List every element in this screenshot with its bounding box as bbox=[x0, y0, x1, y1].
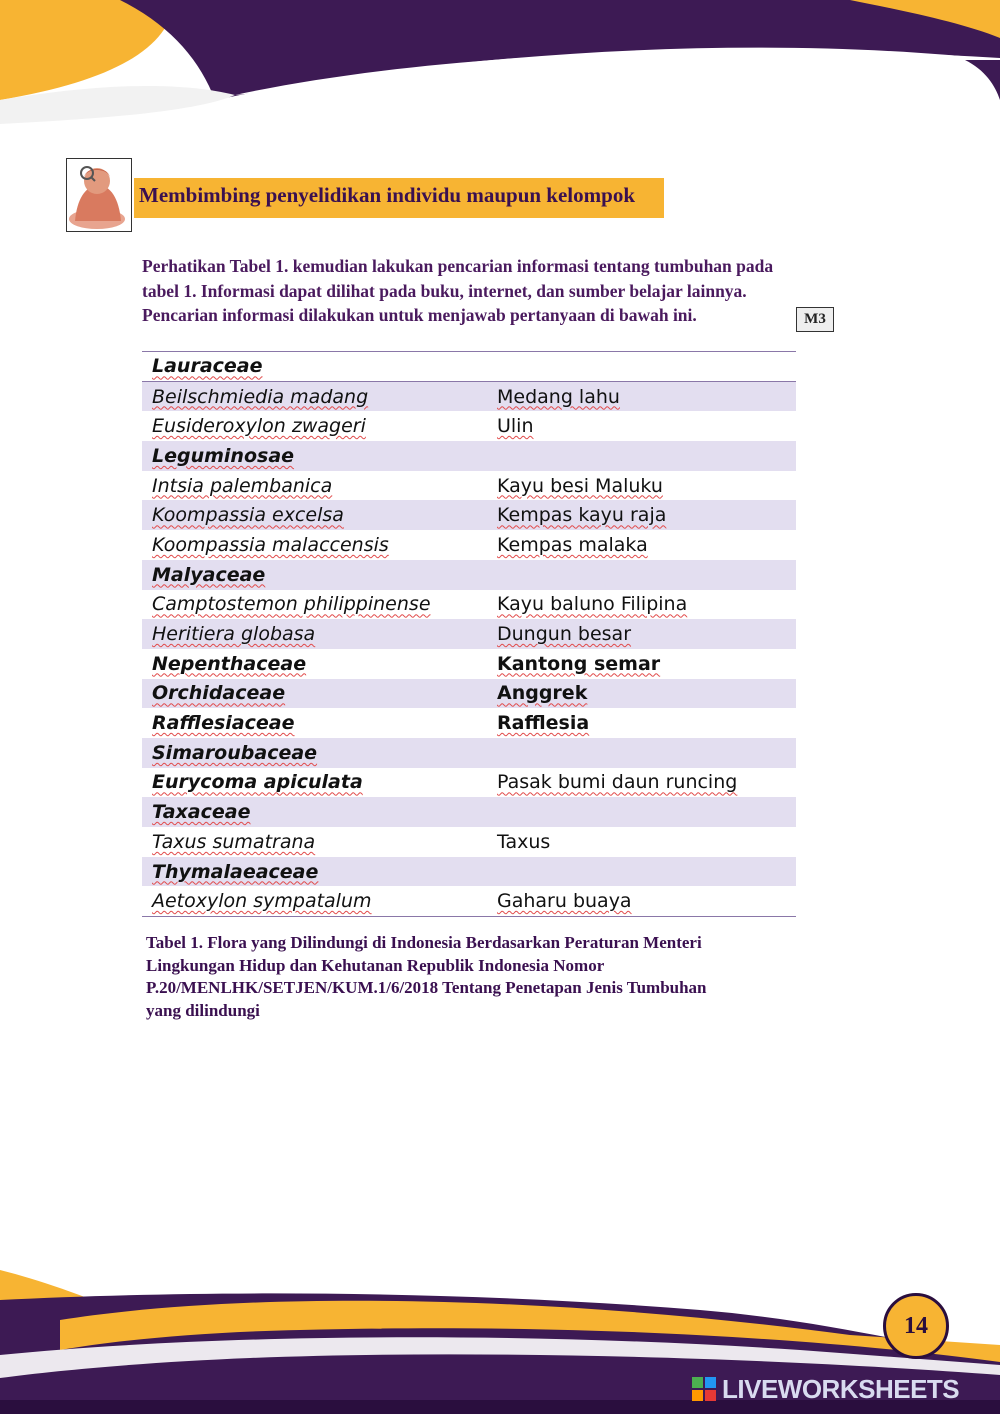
scientific-name: Orchidaceae bbox=[152, 682, 286, 705]
table-row bbox=[142, 382, 796, 412]
table-row bbox=[142, 679, 796, 709]
table-row bbox=[142, 471, 796, 501]
table-row bbox=[142, 530, 796, 560]
scientific-name: Leguminosae bbox=[152, 444, 295, 467]
section-title: Membimbing penyelidikan individu maupun kelompok bbox=[134, 178, 664, 218]
table-row bbox=[142, 768, 796, 798]
table-row bbox=[142, 560, 796, 590]
table-row bbox=[142, 500, 796, 530]
scientific-name: Intsia palembanica bbox=[152, 474, 333, 497]
common-name: Medang lahu bbox=[497, 385, 620, 408]
table-row bbox=[142, 708, 796, 738]
scientific-name: Rafflesiaceae bbox=[152, 712, 295, 735]
scientific-name: Camptostemon philippinense bbox=[152, 593, 431, 616]
liveworksheets-logo-icon bbox=[692, 1377, 716, 1401]
scientific-name: Eusideroxylon zwageri bbox=[152, 415, 366, 438]
caption-line-2: Lingkungan Hidup dan Kehutanan Republik Indonesia Nomor bbox=[146, 955, 605, 975]
common-name: Kempas kayu raja bbox=[497, 504, 667, 527]
common-name: Kempas malaka bbox=[497, 533, 648, 556]
common-name: Kayu baluno Filipina bbox=[497, 593, 688, 616]
table-row bbox=[142, 738, 796, 768]
caption-line-4: yang dilindungi bbox=[146, 1000, 260, 1020]
page-number: 14 bbox=[883, 1293, 949, 1359]
scientific-name: Koompassia excelsa bbox=[152, 504, 344, 527]
scientific-name: Malyaceae bbox=[152, 563, 266, 586]
scientific-name: Taxus sumatrana bbox=[152, 830, 316, 853]
table-row bbox=[142, 441, 796, 471]
instructions-line-2: tabel 1. Informasi dapat dilihat pada buku, internet, dan sumber belajar lainnya. bbox=[142, 280, 747, 301]
scientific-name: Taxaceae bbox=[152, 801, 251, 824]
instructions bbox=[142, 254, 862, 328]
table-row bbox=[142, 797, 796, 827]
flora-table bbox=[142, 351, 796, 917]
scientific-name: Heritiera globasa bbox=[152, 623, 316, 646]
scientific-name: Aetoxylon sympatalum bbox=[152, 890, 372, 913]
watermark bbox=[692, 1374, 959, 1404]
instructions-line-1: Perhatikan Tabel 1. kemudian lakukan pencarian informasi tentang tumbuhan pada bbox=[142, 256, 774, 276]
scientific-name: Koompassia malaccensis bbox=[152, 533, 389, 556]
scientific-name: Simaroubaceae bbox=[152, 741, 318, 764]
common-name: Ulin bbox=[497, 415, 534, 438]
scientific-name: Nepenthaceae bbox=[152, 652, 307, 675]
table-row bbox=[142, 827, 796, 857]
header-illustration bbox=[66, 158, 132, 232]
common-name: Pasak bumi daun runcing bbox=[497, 771, 738, 794]
caption-line-3: P.20/MENLHK/SETJEN/KUM.1/6/2018 Tentang Penetapan Jenis Tumbuhan bbox=[146, 978, 707, 997]
top-decoration bbox=[0, 0, 1000, 140]
common-name: Anggrek bbox=[497, 682, 588, 705]
table-row bbox=[142, 649, 796, 679]
table-row bbox=[142, 411, 796, 441]
scientific-name: Lauraceae bbox=[152, 355, 263, 378]
table-row bbox=[142, 886, 796, 916]
common-name: Kantong semar bbox=[497, 652, 661, 675]
table-row bbox=[142, 590, 796, 620]
table-row bbox=[142, 857, 796, 887]
common-name: Gaharu buaya bbox=[497, 890, 632, 913]
table-row bbox=[142, 619, 796, 649]
module-badge: M3 bbox=[796, 307, 834, 332]
table-caption bbox=[146, 932, 826, 1022]
caption-line-1: Tabel 1. Flora yang Dilindungi di Indonesia Berdasarkan Peraturan Menteri bbox=[146, 933, 702, 952]
student-magnifier-icon bbox=[67, 159, 131, 231]
scientific-name: Beilschmiedia madang bbox=[152, 385, 369, 408]
table-row bbox=[142, 352, 796, 382]
scientific-name: Eurycoma apiculata bbox=[152, 771, 363, 794]
common-name: Rafflesia bbox=[497, 712, 590, 735]
watermark-text: LIVEWORKSHEETS bbox=[722, 1373, 960, 1404]
instructions-line-3: Pencarian informasi dilakukan untuk menjawab pertanyaan di bawah ini. bbox=[142, 305, 697, 325]
scientific-name: Thymalaeaceae bbox=[152, 860, 319, 883]
common-name: Dungun besar bbox=[497, 623, 632, 646]
common-name: Taxus bbox=[497, 830, 551, 853]
common-name: Kayu besi Maluku bbox=[497, 474, 663, 497]
